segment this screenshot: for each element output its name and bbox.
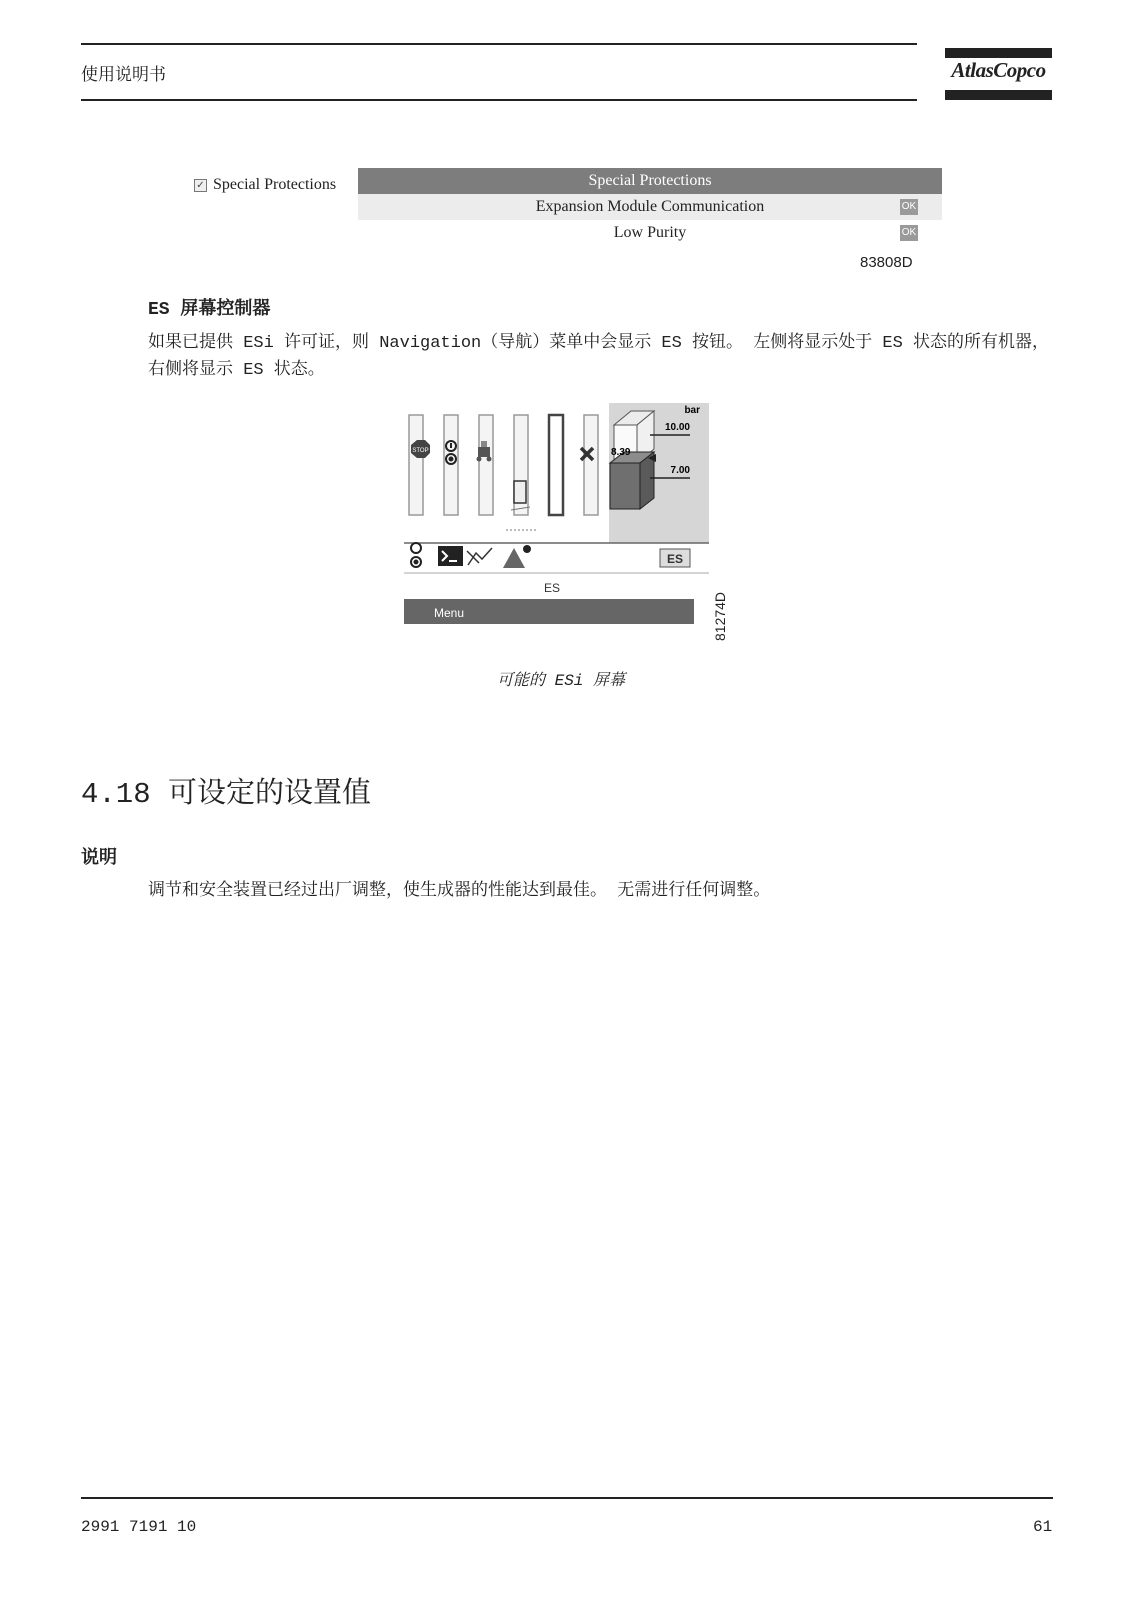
logo-bar-bottom: [945, 90, 1052, 100]
sub-heading: 说明: [81, 849, 117, 869]
table-row: [358, 220, 942, 246]
machine-level-bar: [514, 481, 526, 503]
checkbox-checked-icon: ✓: [194, 179, 207, 192]
pressure-unit: bar: [684, 405, 700, 416]
footer-rule: [81, 1497, 1053, 1499]
es-icon: [660, 549, 690, 567]
svg-text:ES: ES: [666, 552, 684, 566]
row-label: Expansion Module Communication: [535, 198, 765, 215]
upper-limit-label: 10.00: [664, 422, 690, 433]
es-screen-figure: [404, 403, 709, 638]
svg-text:STOP: STOP: [412, 448, 429, 454]
menu-label: Menu: [434, 606, 465, 620]
document-number: 2991 7191 10: [81, 1518, 197, 1536]
ok-status-badge: OK: [900, 199, 918, 215]
checkbox-label: Special Protections: [213, 176, 337, 193]
figure-code: 81274D: [712, 591, 728, 641]
ok-status-badge: OK: [900, 225, 918, 241]
lower-limit-label: 7.00: [670, 465, 690, 476]
special-protections-checkbox[interactable]: [194, 176, 336, 194]
screen-label: ES: [543, 581, 561, 595]
section-title: 4.18 可设定的设置值: [81, 778, 372, 811]
terminal-icon: [438, 546, 463, 566]
document-title: 使用说明书: [81, 65, 166, 85]
special-protections-table: [358, 168, 942, 246]
table-title: Special Protections: [358, 168, 942, 194]
stop-icon: [411, 440, 430, 458]
header-top-rule: [81, 43, 917, 45]
logo-bar-top: [945, 48, 1052, 58]
row-label: Low Purity: [613, 224, 687, 241]
section-heading: ES 屏幕控制器: [148, 300, 271, 320]
es-paragraph: 如果已提供 ESi 许可证，则 Navigation（导航）菜单中会显示 ES 按钮。 左侧将显示处于 ES 状态的所有机器，右侧将显示 ES 状态。: [148, 334, 1050, 380]
figure-code: 83808D: [860, 254, 913, 271]
pressure-level-box: [610, 463, 640, 509]
figure-caption: 可能的 ESi 屏幕: [497, 672, 626, 690]
page-number: 61: [1033, 1518, 1053, 1536]
current-pressure-label: 8.39: [611, 447, 631, 458]
table-row: [358, 194, 942, 220]
atlas-copco-logo: AtlasCopco: [951, 58, 1046, 82]
section-paragraph: 调节和安全装置已经过出厂调整，使生成器的性能达到最佳。 无需进行任何调整。: [148, 882, 771, 901]
header-bottom-rule: [81, 99, 917, 101]
